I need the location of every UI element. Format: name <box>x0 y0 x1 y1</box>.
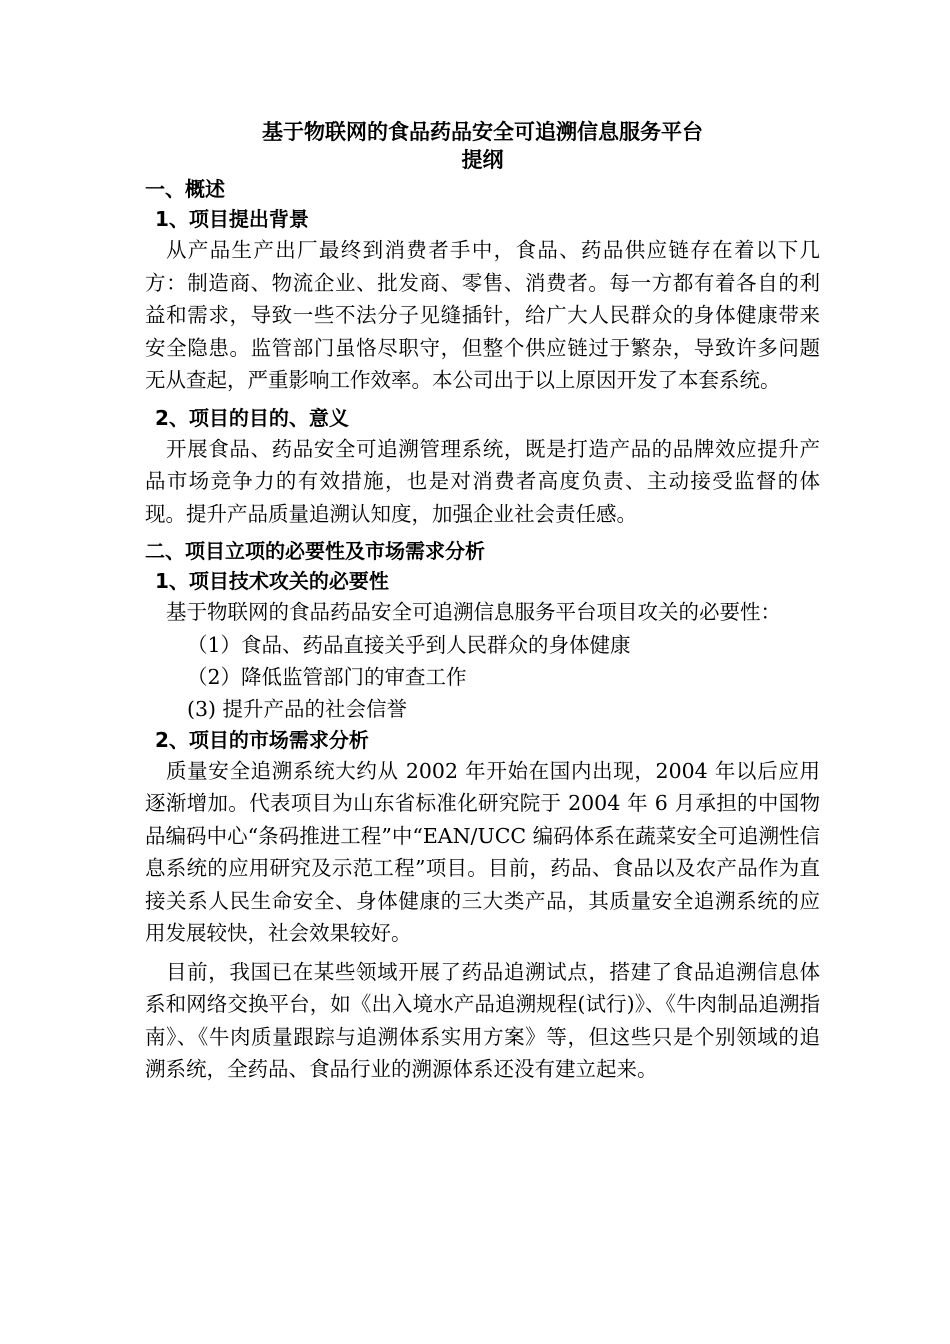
section-1-2-paragraph: 开展食品、药品安全可追溯管理系统，既是打造产品的品牌效应提升产品市场竞争力的有效措施，也是对消费者高度负责、主动接受监督的体现。提升产品质量追溯认知度，加强企业社会责任感。 <box>145 436 820 526</box>
section-2-2-paragraph-1: 质量安全追溯系统大约从 2002 年开始在国内出现，2004 年以后应用逐渐增加。代表项目为山东省标准化研究院于 2004 年 6 月承担的中国物品编码中心“条码推进工程”中“EAN/UCC 编码体系在蔬菜安全可追溯性信息系统的应用研究及示范工程”项目。目前，药品、食品以及农产品作为直接关系人民生命安全、身体健康的三大类产品，其质量安全追溯系统的应用发展较快，社会效果较好。 <box>145 758 820 945</box>
section-1-1-heading: 1、项目提出背景 <box>155 207 309 231</box>
document-subtitle: 提纲 <box>461 148 504 172</box>
document-title: 基于物联网的食品药品安全可追溯信息服务平台 <box>262 120 703 144</box>
list-item: （2）降低监管部门的审查工作 <box>187 664 467 689</box>
section-1-heading: 一、概述 <box>145 177 225 201</box>
section-1-1-paragraph: 从产品生产出厂最终到消费者手中，食品、药品供应链存在着以下几方：制造商、物流企业、批发商、零售、消费者。每一方都有着各自的利益和需求，导致一些不法分子见缝插针，给广大人民群众的身体健康带来安全隐患。监管部门虽恪尽职守，但整个供应链过于繁杂，导致许多问题无从查起，严重影响工作效率。本公司出于以上原因开发了本套系统。 <box>145 238 820 392</box>
section-2-2-paragraph-2: 目前，我国已在某些领域开展了药品追溯试点，搭建了食品追溯信息体系和网络交换平台，如《出入境水产品追溯规程(试行)》、《牛肉制品追溯指南》、《牛肉质量跟踪与追溯体系实用方案》等，但这些只是个别领域的追溯系统，全药品、食品行业的溯源体系还没有建立起来。 <box>145 959 820 1081</box>
section-2-1-paragraph: 基于物联网的食品药品安全可追溯信息服务平台项目攻关的必要性： <box>166 600 781 624</box>
list-item: （1）食品、药品直接关乎到人民群众的身体健康 <box>187 632 631 657</box>
list-item: (3) 提升产品的社会信誉 <box>187 696 408 721</box>
section-2-1-heading: 1、项目技术攻关的必要性 <box>155 569 389 593</box>
section-2-2-heading: 2、项目的市场需求分析 <box>155 727 369 752</box>
section-2-heading: 二、项目立项的必要性及市场需求分析 <box>145 539 485 563</box>
section-1-2-heading: 2、项目的目的、意义 <box>155 405 349 430</box>
